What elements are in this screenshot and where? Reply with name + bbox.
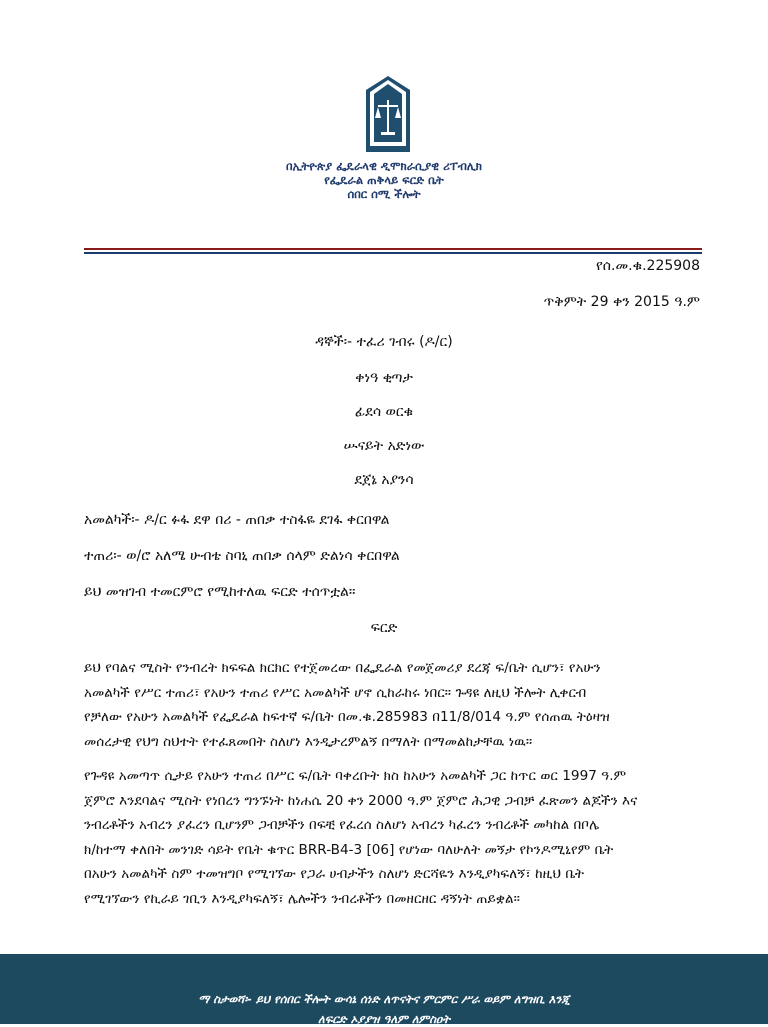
courthouse-scales-logo-icon <box>366 76 410 152</box>
intro-line: ይህ መዝገብ ተመርምሮ የሚከተለዉ ፍርድ ተሰጥቷል። <box>84 584 356 600</box>
footer-note-line1: ማ ስታወሻ፡- ይህ የሰበር ችሎት ውሳኔ ሰነድ ለጥናትና ምርምር ሥራ ወይም ለግዝቢ እንጂ <box>198 992 570 1006</box>
paragraph-line: ጀምሮ እንደባልና ሚስት የነበረን ግንኙነት ከነሐሴ 20 ቀን 2000 ዓ.ም ጀምሮ ሕጋዊ ጋብቻ ፈጽመን ልጆችን እና <box>84 792 638 809</box>
judge-name: ፊደሳ ወርቁ <box>354 404 414 420</box>
paragraph-line: የቻለው የአሁን አመልካች የፌዴራል ከፍተኛ ፍ/ቤት በመ.ቁ.285983 በ11/8/014 ዓ.ም የሰጠዉ ትዕዛዝ <box>84 709 610 725</box>
section-title: ፍርድ <box>370 620 398 636</box>
respondent-line: ተጠሪ፡- ወ/ሮ አለሜ ሁብቴ ስባኒ ጠበቃ ሰላም ድልነሳ ቀርበዋል <box>84 548 400 564</box>
paragraph-line: በአሁን አመልካች ስም ተመዝግቦ የሚገኘው የጋራ ሀብታችን ስለሆነ ድርሻዬን እንዲያካፍለኝ፣ ከዚህ ቤት <box>84 866 584 882</box>
applicant-line: አመልካች፡- ዶ/ር ፉፋ ደዋ በሪ - ጠበቃ ተስፋዬ ደገፋ ቀርበዋል <box>84 512 390 528</box>
judge-name: ሡናይት አድነው <box>343 438 425 454</box>
court-name-line2: የፌዴራል ጠቅላይ ፍርድ ቤት <box>324 173 444 187</box>
paragraph-line: አመልካች የሥር ተጠሪ፣ የአሁን ተጠሪ የሥር አመልካች ሆኖ ሲከራከሩ ነበር። ጉዳዩ ለዚህ ችሎት ሊቀርብ <box>84 684 587 701</box>
judges-label: ዳኞች፡- ተፈሪ ገብሩ (ዶ/ር) <box>315 334 453 350</box>
header-divider-red <box>84 248 702 250</box>
judge-name: ደጀኔ አያንሳ <box>354 472 414 488</box>
paragraph-line: የጉዳዩ አመጣጥ ሲታይ የአሁን ተጠሪ በሥር ፍ/ቤት ባቀረቡት ክስ ከአሁን አመልካች ጋር ከጥር ወር 1997 ዓ.ም <box>84 768 627 784</box>
header-divider-blue <box>84 252 702 254</box>
judge-name: ቀነዓ ቂጣታ <box>355 370 413 386</box>
court-name-line1: በኢትዮጵያ ፌዴራላዊ ዲሞክራሲያዊ ሪፐብሊክ <box>286 159 482 173</box>
decision-date: ጥቅምት 29 ቀን 2015 ዓ.ም <box>543 294 700 310</box>
paragraph-line: ክ/ከተማ ቀለበት መንገድ ሳይት የቤት ቁጥር BRR-B4-3 [06] የሆነው ባለሁለት መኝታ የኮንዶሚኒየም ቤት <box>84 841 614 858</box>
footer-note-line2: ለፍርድ ኦያያዝ ዓለም ለምስዐት <box>317 1012 451 1026</box>
footer-banner <box>0 954 768 1024</box>
paragraph-line: የሚገኘውን የኪራይ ገቢን እንዲያካፍለኝ፣ ሌሎችን ንብረቶችን በመዘርዘር ዳኝነት ጠይቋል፡፡ <box>84 890 521 907</box>
paragraph-line: ንብረቶችን አብረን ያፈረን ቢሆንም ጋብቻችን በፍቺ የፈረሰ ስለሆነ አብረን ካፈረን ንብረቶች መካከል በቦሌ <box>84 817 600 833</box>
judgment-paragraph-1 <box>84 656 710 754</box>
judgment-paragraph-2 <box>84 764 710 911</box>
file-number: የሰ.መ.ቁ.225908 <box>595 258 700 274</box>
paragraph-line: ይህ የባልና ሚስት የንብረት ክፍፍል ክርክር የተጀመረው በፌዴራል የመጀመሪያ ደረጃ ፍ/ቤት ሲሆን፣ የአሁን <box>84 660 601 676</box>
paragraph-line: መሰረታዊ የህግ ስህተት የተፈጸመበት ስለሆነ እንዲታረምልኝ በማለት በማመልከታቸዉ ነዉ። <box>84 733 533 750</box>
court-name-line3: ሰበር ሰሚ ችሎት <box>347 187 421 201</box>
